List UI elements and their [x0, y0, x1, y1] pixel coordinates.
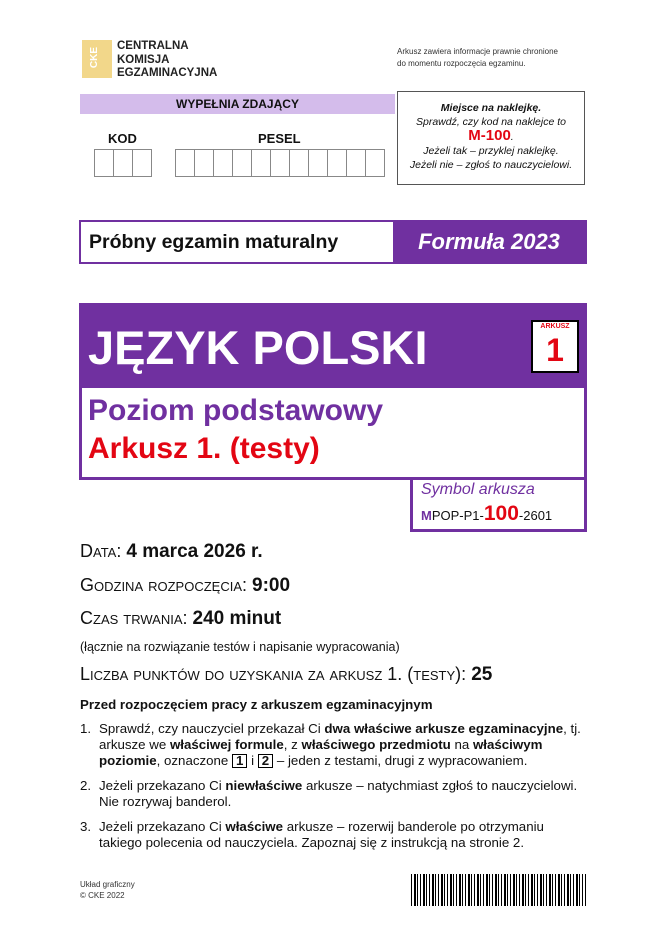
instruction-text: na [450, 737, 473, 752]
sheet-number-box: 2 [258, 754, 273, 768]
exam-banner [79, 220, 587, 264]
duration-note: (łącznie na rozwiązanie testów i napisanie wypracowania) [80, 640, 400, 654]
pesel-label: PESEL [258, 131, 301, 146]
barcode [411, 874, 586, 906]
duration: Czas trwania: 240 minut [80, 608, 282, 629]
instruction-text: niewłaściwe [225, 778, 303, 793]
instruction-text: Jeżeli przekazano Ci [99, 819, 226, 834]
instruction-text: dwa właściwe arkusze egzaminacyjne [324, 721, 564, 736]
item-number: 2. [80, 778, 92, 793]
instructions-list [80, 721, 590, 851]
instruction-text: właściwej formule [169, 737, 284, 752]
instruction-text: , oznaczone [156, 753, 233, 768]
cke-logo-text: CENTRALNA KOMISJA EGZAMINACYJNA [117, 40, 218, 79]
instruction-text: , tj. arkusze we [99, 721, 581, 752]
level: Poziom podstawowy [88, 394, 384, 427]
sheet-number-box: 1 [232, 754, 247, 768]
instruction-item [80, 778, 590, 810]
kod-label: KOD [108, 131, 137, 146]
sticker-code: M-100 [468, 127, 511, 144]
item-number: 1. [80, 721, 92, 736]
pesel-input[interactable] [176, 149, 385, 177]
legal-note: Arkusz zawiera informacje prawnie chronione do momentu rozpoczęcia egzaminu. [397, 47, 558, 68]
instruction-text: – jeden z testami, drugi z wypracowaniem. [273, 753, 528, 768]
instructions [80, 697, 590, 860]
footer-credit: Układ graficzny © CKE 2022 [80, 880, 135, 900]
instruction-text: właściwe [225, 819, 284, 834]
points: Liczba punktów do uzyskania za arkusz 1. (testy): 25 [80, 664, 493, 685]
sheet-name: Arkusz 1. (testy) [88, 432, 320, 465]
exam-formula: Formuła 2023 [393, 222, 585, 262]
instruction-item [80, 819, 590, 851]
cke-logo-icon: CKE [82, 40, 112, 78]
symbol-box: Symbol arkusza MPOP-P1-100-2601 [410, 477, 587, 532]
fill-in-header: WYPEŁNIA ZDAJĄCY [80, 94, 395, 114]
subject-title: JĘZYK POLSKI [88, 321, 428, 374]
instruction-text: arkusze – rozerwij banderole po otrzymaniu takiego polecenia od nauczyciela. Zapoznaj się z instrukcją na stronie 2. [99, 819, 544, 850]
start-time: Godzina rozpoczęcia: 9:00 [80, 575, 291, 596]
instruction-text: Jeżeli przekazano Ci [99, 778, 226, 793]
instruction-text: , z [283, 737, 302, 752]
instruction-text: właściwym poziomie [99, 737, 543, 768]
sticker-area: Miejsce na naklejkę. Sprawdź, czy kod na naklejce to M-100. Jeżeli tak – przyklej naklejkę. Jeżeli nie – zgłoś to nauczycielowi. [397, 91, 585, 185]
instruction-text: i [247, 753, 258, 768]
item-number: 3. [80, 819, 92, 834]
instruction-text: arkusze – natychmiast zgłoś to nauczycielowi. Nie rozrywaj banderol. [99, 778, 578, 809]
instruction-text: Sprawdź, czy nauczyciel przekazał Ci [99, 721, 325, 736]
subject-block [79, 303, 587, 480]
instruction-item [80, 721, 590, 769]
instruction-text: właściwego przedmiotu [301, 737, 451, 752]
exam-date: Data: 4 marca 2026 r. [80, 541, 263, 562]
exam-type: Próbny egzamin maturalny [89, 231, 339, 253]
instructions-heading: Przed rozpoczęciem pracy z arkuszem egzaminacyjnym [80, 697, 433, 712]
kod-input[interactable] [95, 149, 152, 177]
arkusz-badge: ARKUSZ 1 [531, 320, 579, 373]
